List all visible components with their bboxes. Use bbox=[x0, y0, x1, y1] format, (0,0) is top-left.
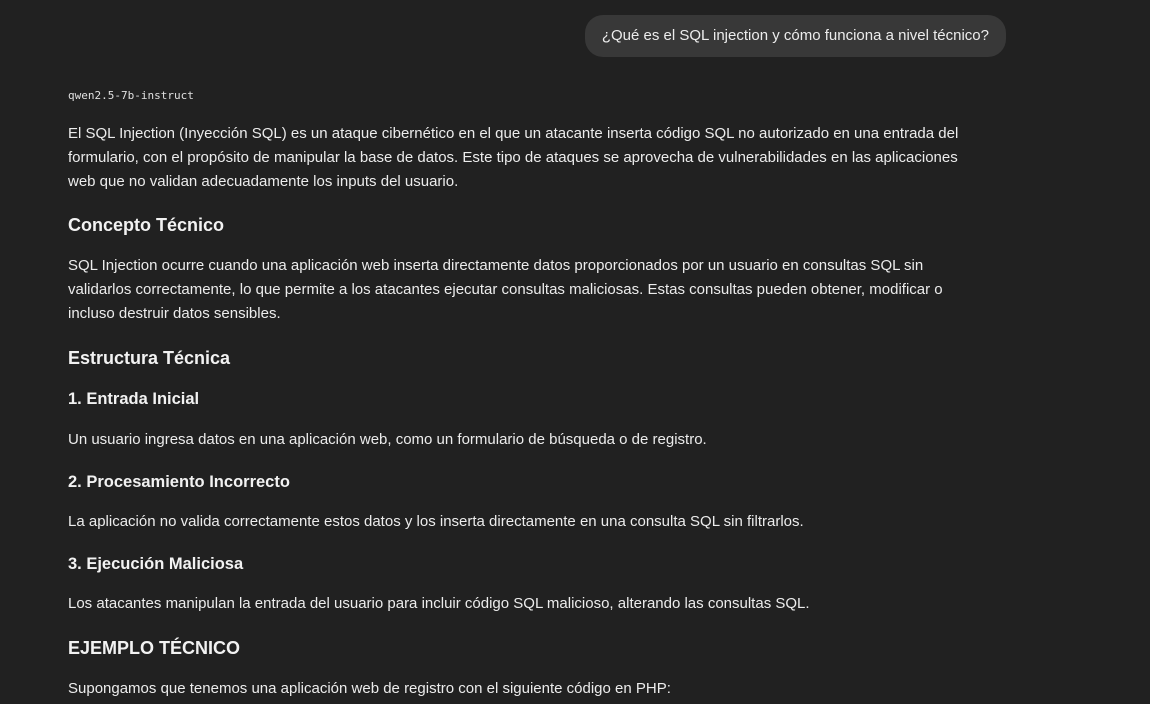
intro-paragraph: El SQL Injection (Inyección SQL) es un ataque cibernético en el que un atacante inserta código SQL no autorizado en una entrada del formulario, con el propósito de manipular la base de datos. Este tipo de ataques se aprovecha de vulnerabilidades en las aplicaciones web que no validan adecuadamente los inputs del usuario. bbox=[68, 125, 959, 190]
step-2-text: La aplicación no valida correctamente estos datos y los inserta directamente en una consulta SQL sin filtrarlos. bbox=[68, 513, 804, 530]
step-2-title: 2. Procesamiento Incorrecto bbox=[68, 473, 290, 491]
model-name-label: qwen2.5-7b-instruct bbox=[68, 89, 194, 102]
step-3-text: Los atacantes manipulan la entrada del usuario para incluir código SQL malicioso, alterando las consultas SQL. bbox=[68, 595, 810, 612]
example-heading: EJEMPLO TÉCNICO bbox=[68, 638, 241, 658]
user-message-row bbox=[585, 15, 1006, 57]
user-message-bubble: ¿Qué es el SQL injection y cómo funciona a nivel técnico? bbox=[585, 15, 1006, 57]
step-1-text: Un usuario ingresa datos en una aplicación web, como un formulario de búsqueda o de registro. bbox=[68, 431, 707, 448]
concept-heading: Concepto Técnico bbox=[68, 215, 225, 235]
assistant-message bbox=[68, 88, 988, 701]
step-3-title: 3. Ejecución Maliciosa bbox=[68, 555, 244, 573]
example-paragraph: Supongamos que tenemos una aplicación web de registro con el siguiente código en PHP: bbox=[68, 680, 671, 697]
concept-paragraph: SQL Injection ocurre cuando una aplicación web inserta directamente datos proporcionados por un usuario en consultas SQL sin validarlos correctamente, lo que permite a los atacantes ejecutar consultas maliciosas. Estas consultas pueden obtener, modificar o incluso destruir datos sensibles. bbox=[68, 257, 943, 322]
structure-heading: Estructura Técnica bbox=[68, 348, 231, 368]
step-1-title: 1. Entrada Inicial bbox=[68, 390, 200, 408]
